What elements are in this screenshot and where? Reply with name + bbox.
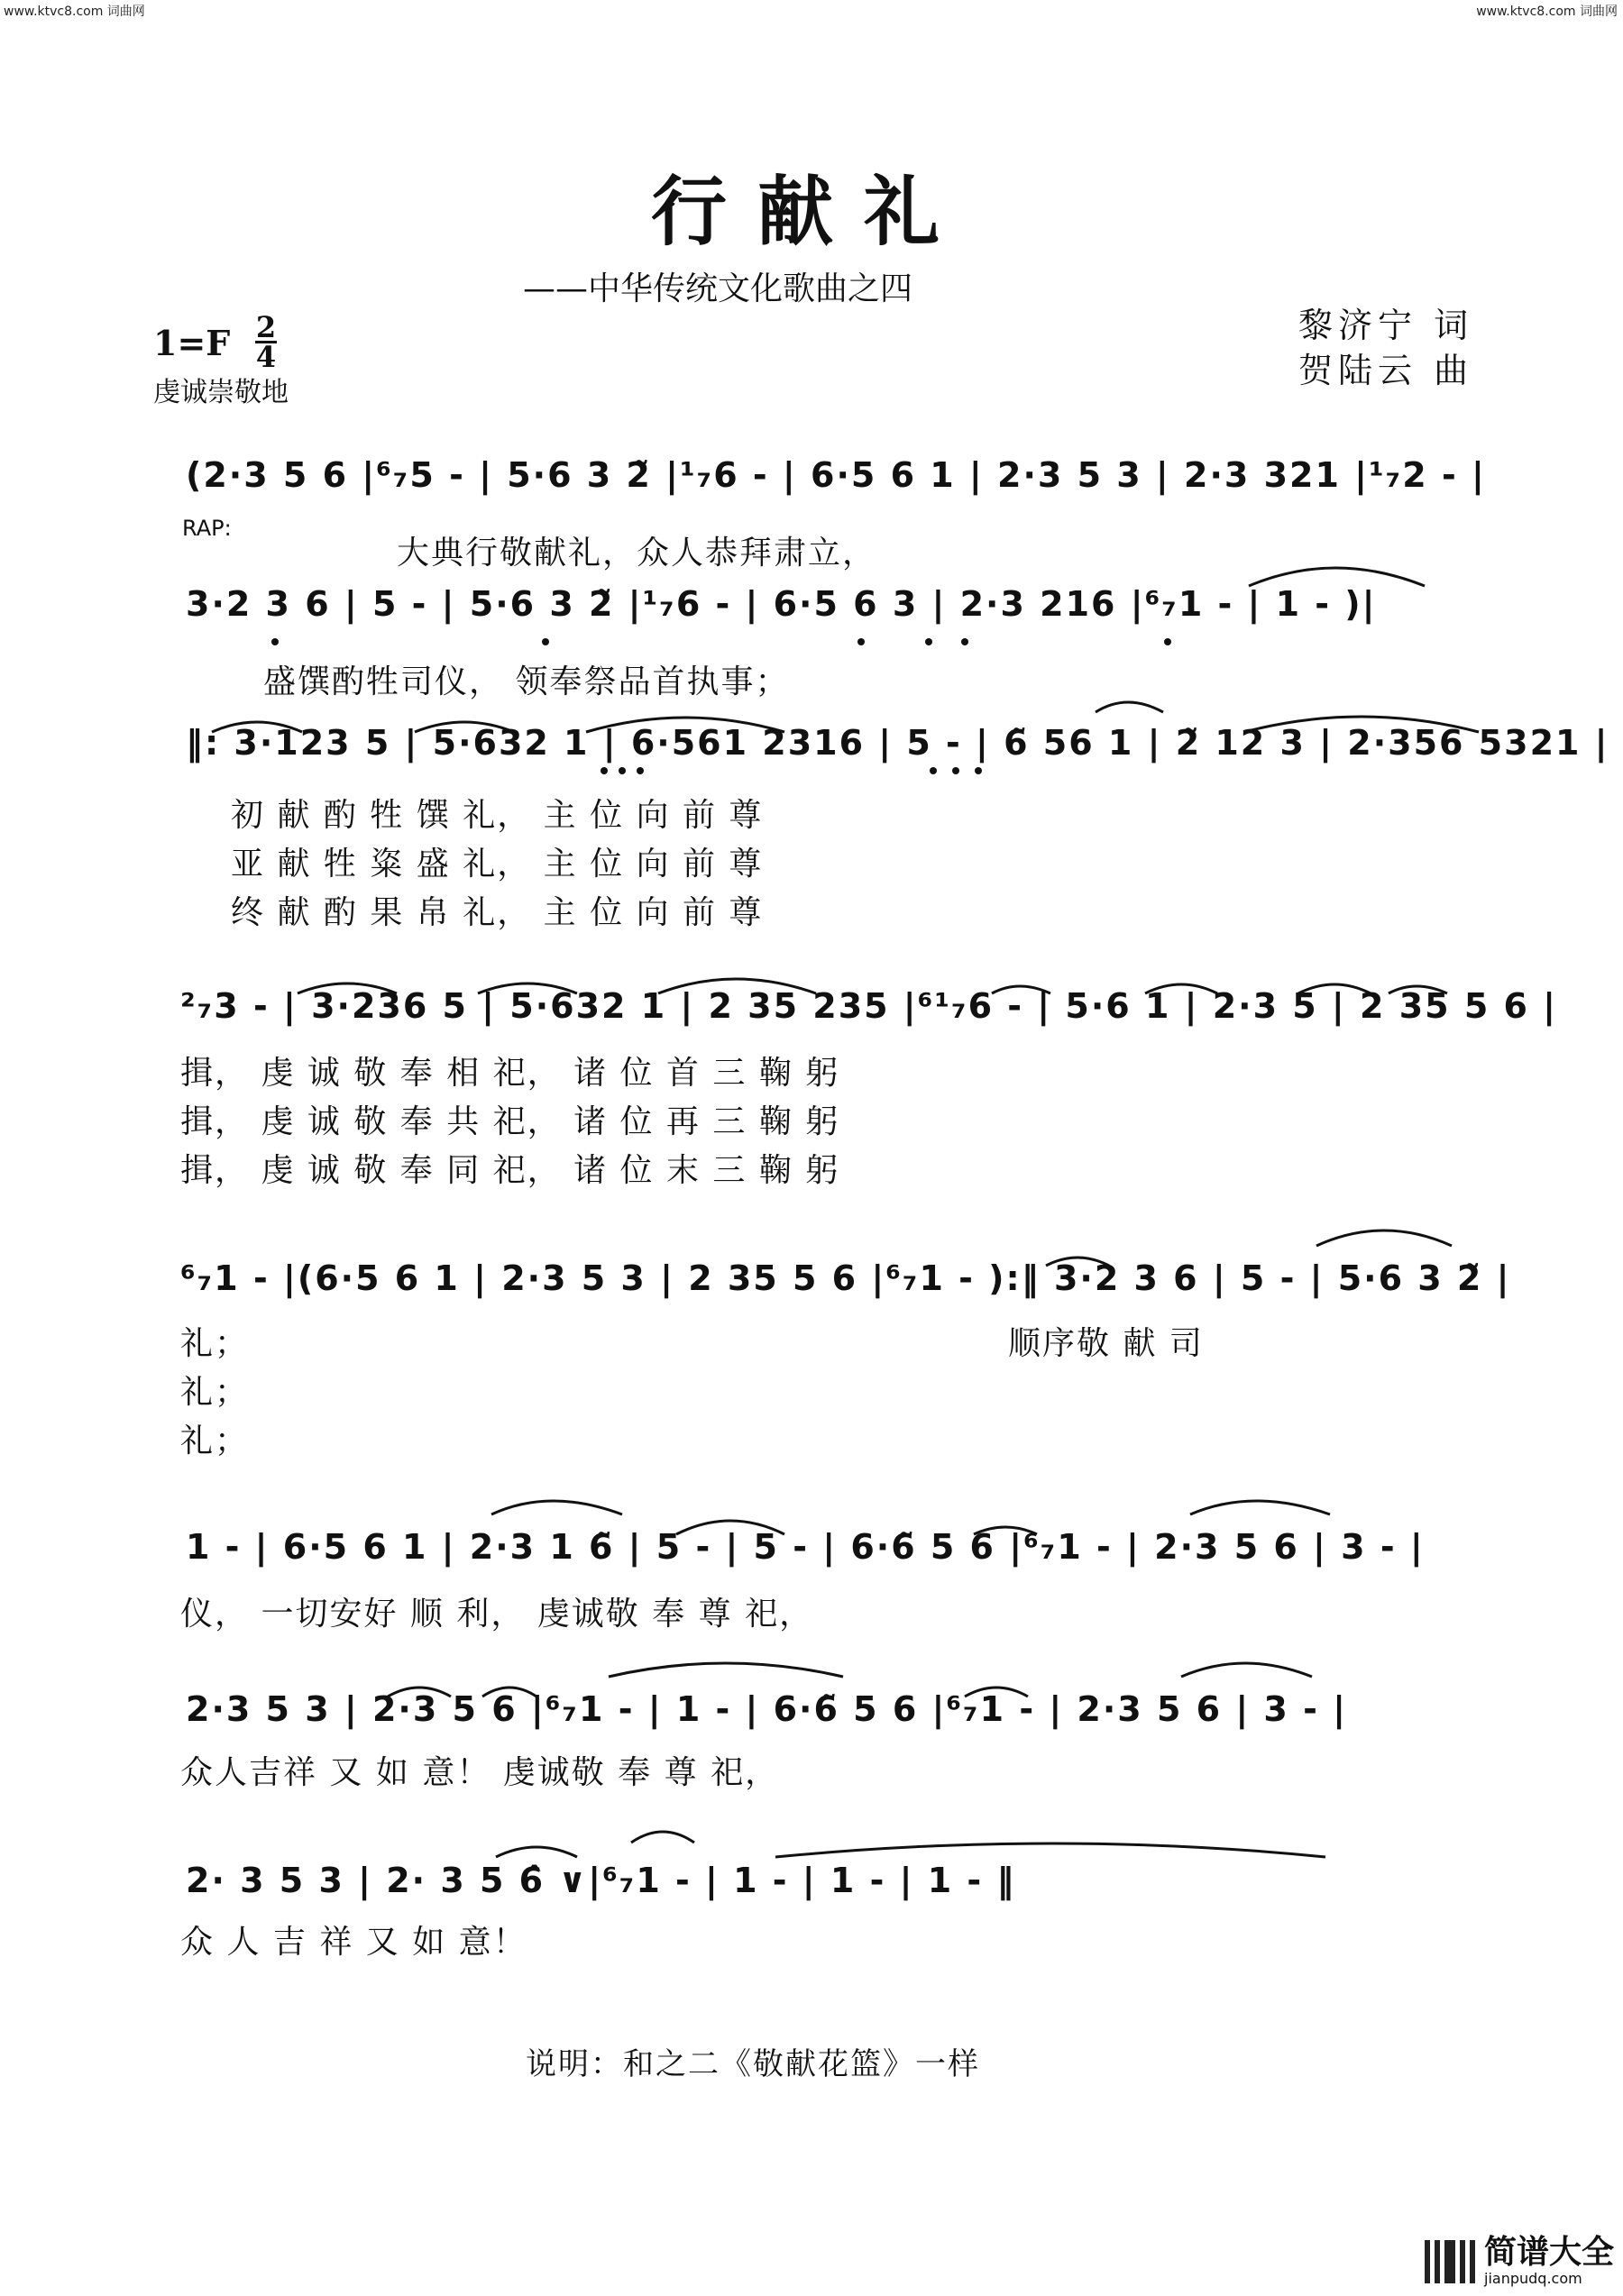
slur-3 <box>415 722 514 732</box>
lyric-line-5b: 礼； <box>180 1374 250 1411</box>
slur-2 <box>212 722 302 732</box>
logo-title: 简谱大全 <box>1484 2234 1615 2271</box>
slur-26 <box>631 1832 694 1843</box>
staff-line-8: 2· 3 5 3 | 2· 3 5 6̂ ∨|⁶₇1 - | 1 - | 1 - | 1 - ‖ <box>186 1861 1016 1900</box>
staff-line-4: ²₇3 - | 3·236 5 | 5·632 1 | 2 35 235 |⁶¹₇6 - | 5·6 1 | 2·3 5 | 2 35 5 6 | <box>180 986 1558 1026</box>
lyric-line-5a: 礼； <box>180 1325 250 1362</box>
slur-9 <box>658 979 816 993</box>
lyric-line-3b: 亚 献 牲 粢 盛 礼， 主 位 向 前 尊 <box>231 846 764 883</box>
lyricist: 黎济宁 词 <box>1298 306 1474 345</box>
staff-line-5: ⁶₇1 - |(6·5 6 1 | 2·3 5 3 | 2 35 5 6 |⁶₇1 - ):‖ 3·2 3 6 | 5 - | 5·6 3 2̃ | <box>180 1258 1511 1298</box>
tempo-marking: 虔诚崇敬地 <box>153 377 289 408</box>
composer: 贺陆云 曲 <box>1298 351 1474 390</box>
song-title: 行献礼 <box>651 167 971 256</box>
slur-16 <box>491 1501 622 1514</box>
slur-7 <box>298 983 397 993</box>
staff-line-6: 1 - | 6·5 6 1 | 2·3 1 6̃ | 5 - | 5 - | 6·6̃ 5 6 |⁶₇1 - | 2·3 5 6 | 3 - | <box>186 1527 1425 1567</box>
rap-label: RAP: <box>182 516 232 541</box>
footer-note: 说明：和之二《敬献花篮》一样 <box>526 2046 980 2082</box>
watermark-left: www.ktvc8.com 词曲网 <box>4 5 145 19</box>
slur-25 <box>496 1847 577 1857</box>
lyric-line-6: 仪， 一切安好 顺 利， 虔诚敬 奉 尊 祀， <box>180 1596 814 1633</box>
slur-22 <box>609 1663 843 1677</box>
lyric-line-1: 大典行敬献礼，众人恭拜肃立， <box>397 535 877 572</box>
staff-line-7: 2·3 5 3 | 2·3 5 6 |⁶₇1 - | 1 - | 6·6̃ 5 6 |⁶₇1 - | 2·3 5 6 | 3 - | <box>186 1689 1347 1729</box>
octave-dots <box>271 638 1171 774</box>
staff-line-2: 3·2 3 6 | 5 - | 5·6 3 2̃ |¹₇6 - | 6·5 6 3 | 2·3 216 |⁶₇1 - | 1 - )| <box>186 584 1377 624</box>
slur-23 <box>965 1688 1028 1697</box>
slur-8 <box>478 983 577 993</box>
slur-1 <box>1249 568 1425 586</box>
slur-10 <box>992 986 1050 993</box>
lyric-line-4a: 揖， 虔 诚 敬 奉 相 祀， 诸 位 首 三 鞠 躬 <box>180 1055 840 1092</box>
slur-24 <box>1181 1663 1312 1677</box>
slur-6 <box>1244 717 1479 732</box>
key-signature: 1=F <box>153 323 231 363</box>
slur-18 <box>974 1527 1037 1534</box>
site-logo <box>1425 2236 1614 2287</box>
logo-url: jianpudq.com <box>1484 2270 1582 2287</box>
slur-21 <box>482 1688 536 1697</box>
slur-15 <box>1316 1230 1452 1246</box>
slur-19 <box>1190 1501 1330 1514</box>
slur-14 <box>1046 1258 1109 1266</box>
lyric-line-7: 众人吉祥 又 如 意！ 虔诚敬 奉 尊 祀， <box>180 1754 780 1791</box>
slur-4 <box>586 718 784 732</box>
lyric-line-2: 盛馔酌牲司仪， 领奉祭品首执事； <box>263 663 790 700</box>
staff-line-1: (2·3 5 6 |⁶₇5 - | 5·6 3 2̃ |¹₇6 - | 6·5 6 1 | 2·3 5 3 | 2·3 321 |¹₇2 - | <box>186 455 1486 495</box>
staff-line-3: ‖: 3·123 5 | 5·632 1 | 6·561 2316 | 5 - | 6̃ 56 1 | 2̃ 12 3 | 2·356 5321 | <box>186 723 1609 763</box>
watermark-right: www.ktvc8.com 词曲网 <box>1476 5 1618 19</box>
time-bottom: 4 <box>255 340 277 374</box>
slur-20 <box>388 1688 451 1697</box>
lyric-line-4c: 揖， 虔 诚 敬 奉 同 祀， 诸 位 末 三 鞠 躬 <box>180 1152 840 1189</box>
lyric-line-5d: 顺序敬 献 司 <box>1008 1325 1204 1362</box>
slur-17 <box>676 1521 784 1534</box>
piano-keys-icon <box>1425 2240 1477 2283</box>
slur-27 <box>775 1843 1325 1857</box>
lyric-line-8: 众 人 吉 祥 又 如 意！ <box>180 1924 527 1961</box>
song-subtitle: ——中华传统文化歌曲之四 <box>523 270 913 307</box>
slur-13 <box>1389 986 1447 993</box>
lyric-line-5c: 礼； <box>180 1422 250 1459</box>
slur-5 <box>1096 702 1163 712</box>
time-top: 2 <box>255 310 277 344</box>
slur-11 <box>1145 984 1217 993</box>
lyric-line-3c: 终 献 酌 果 帛 礼， 主 位 向 前 尊 <box>231 894 764 931</box>
slur-12 <box>1298 984 1371 993</box>
lyric-line-4b: 揖， 虔 诚 敬 奉 共 祀， 诸 位 再 三 鞠 躬 <box>180 1103 840 1140</box>
lyric-line-3a: 初 献 酌 牲 馔 礼， 主 位 向 前 尊 <box>231 797 764 834</box>
